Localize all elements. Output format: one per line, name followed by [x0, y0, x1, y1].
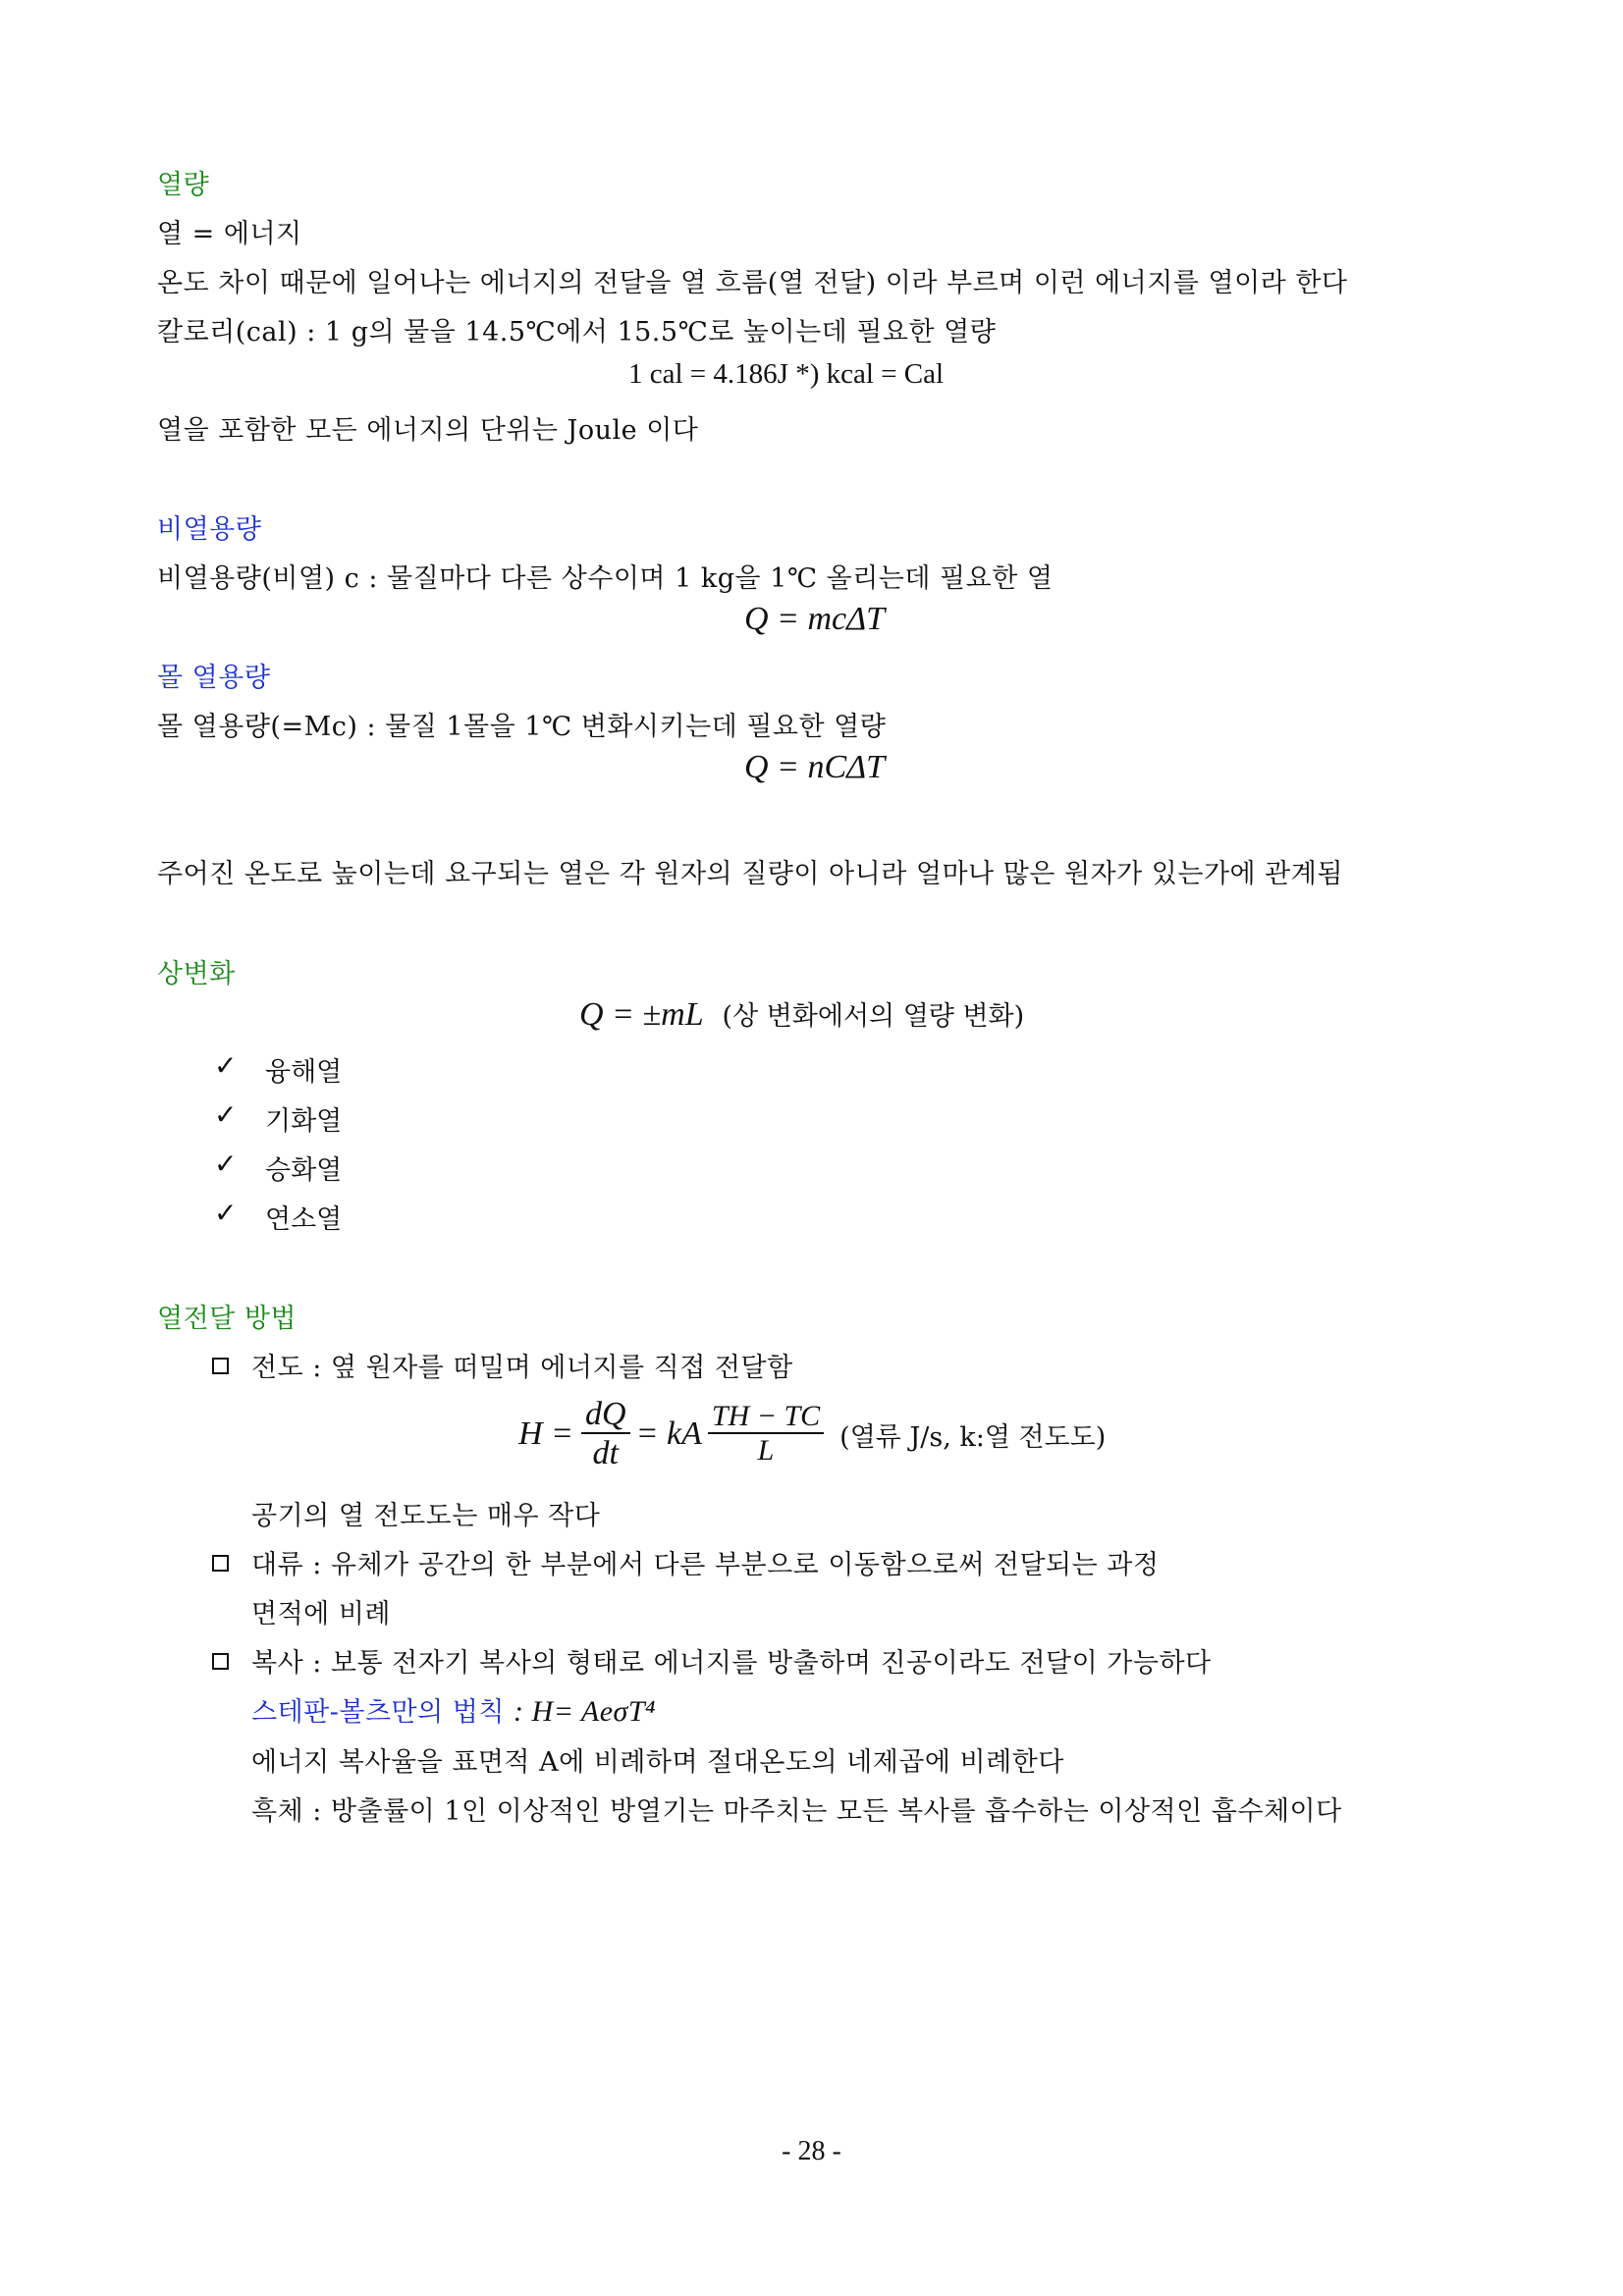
- molar-heat-line1: 몰 열용량(=Mc) : 물질 1몰을 1℃ 변화시키는데 필요한 열량: [157, 712, 887, 742]
- checkbox-square-icon: [212, 1358, 229, 1374]
- check-icon: ✓: [214, 1098, 238, 1131]
- stefan-boltzmann-note: 에너지 복사율을 표면적 A에 비례하며 절대온도의 네제곱에 비례한다: [251, 1747, 1064, 1778]
- heat-line4: 열을 포함한 모든 에너지의 단위는 Joule 이다: [157, 415, 699, 446]
- heading-heat-transfer: 열전달 방법: [157, 1304, 297, 1334]
- check-icon: ✓: [214, 1197, 238, 1229]
- blackbody-text: 흑체 : 방출률이 1인 이상적인 방열기는 마주치는 모든 복사를 흡수하는 이상적인 흡수체이다: [251, 1796, 1342, 1827]
- stefan-boltzmann-formula: : H= AeσT⁴: [514, 1695, 656, 1728]
- phase-change-formula-note: (상 변화에서의 열량 변화): [722, 1001, 1025, 1032]
- phase-item-fusion: 융해열: [265, 1057, 343, 1088]
- conduction-formula: [518, 1396, 1106, 1472]
- fraction-numerator: dQ: [581, 1396, 630, 1434]
- fraction-denominator: L: [757, 1434, 775, 1468]
- phase-change-formula: Q = ±mL: [579, 996, 704, 1033]
- fraction-temperature-diff: [708, 1400, 824, 1468]
- heading-phase-change: 상변화: [157, 959, 236, 989]
- formula-lhs: H =: [518, 1415, 573, 1453]
- heat-line1: 열 = 에너지: [157, 219, 302, 249]
- convection-text: 대류 : 유체가 공간의 한 부분에서 다른 부분으로 이동함으로써 전달되는 과정: [251, 1550, 1160, 1580]
- checkbox-square-icon: [212, 1555, 229, 1572]
- conduction-text: 전도 : 옆 원자를 떠밀며 에너지를 직접 전달함: [251, 1353, 793, 1383]
- fraction-dq-dt: [581, 1396, 630, 1472]
- check-icon: ✓: [214, 1148, 238, 1180]
- fraction-denominator: dt: [592, 1435, 619, 1472]
- phase-change-formula-row: [579, 994, 1024, 1034]
- molar-heat-note: 주어진 온도로 높이는데 요구되는 열은 각 원자의 질량이 아니라 얼마나 많은 원자가 있는가에 관계됨: [157, 859, 1343, 889]
- molar-heat-formula: Q = nCΔT: [744, 749, 886, 785]
- checkbox-square-icon: [212, 1653, 229, 1670]
- heat-line3: 칼로리(cal) : 1 g의 물을 14.5℃에서 15.5℃로 높이는데 필요한 열량: [157, 317, 997, 347]
- heat-line2: 온도 차이 때문에 일어나는 에너지의 전달을 열 흐름(열 전달) 이라 부르며 이런 에너지를 열이라 한다: [157, 268, 1348, 298]
- radiation-text: 복사 : 보통 전자기 복사의 형태로 에너지를 방출하며 진공이라도 전달이 가능하다: [251, 1648, 1212, 1679]
- phase-item-sublimation: 승화열: [265, 1155, 343, 1186]
- conduction-note: 공기의 열 전도도는 매우 작다: [251, 1501, 601, 1531]
- convection-note: 면적에 비례: [251, 1599, 391, 1629]
- phase-item-combustion: 연소열: [265, 1204, 343, 1235]
- heading-heat: 열량: [157, 170, 210, 200]
- phase-item-vaporization: 기화열: [265, 1106, 343, 1137]
- check-icon: ✓: [214, 1049, 238, 1082]
- heading-molar-heat: 몰 열용량: [157, 663, 271, 693]
- specific-heat-line1: 비열용량(비열) c : 물질마다 다른 상수이며 1 kg을 1℃ 올리는데 필요한 열: [157, 563, 1054, 594]
- page-number: - 28 -: [782, 2136, 841, 2166]
- heat-formula: 1 cal = 4.186J *) kcal = Cal: [628, 358, 945, 390]
- stefan-boltzmann-label: 스테판-볼츠만의 법칙: [251, 1697, 505, 1728]
- fraction-numerator: TH − TC: [708, 1400, 824, 1434]
- heading-specific-heat: 비열용량: [157, 514, 262, 545]
- formula-mid: = kA: [635, 1415, 702, 1453]
- specific-heat-formula: Q = mcΔT: [744, 601, 886, 637]
- stefan-boltzmann-row: [251, 1690, 656, 1729]
- conduction-formula-note: (열류 J/s, k:열 전도도): [839, 1421, 1107, 1453]
